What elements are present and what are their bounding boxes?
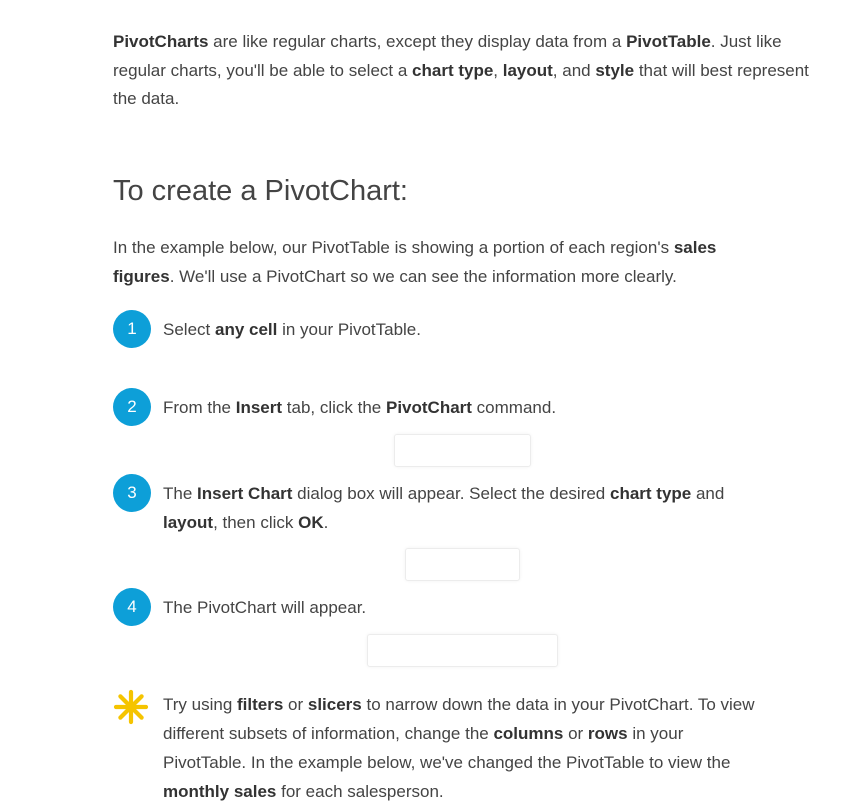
- term-pivottable: PivotTable: [626, 32, 711, 51]
- term-pivotcharts: PivotCharts: [113, 32, 209, 51]
- step-4-image[interactable]: [367, 634, 558, 667]
- step-4-text: The PivotChart will appear.: [163, 598, 367, 617]
- step-2-image[interactable]: [394, 434, 531, 467]
- step-1-text: Select any cell in your PivotTable.: [163, 320, 421, 339]
- intro-paragraph: PivotCharts are like regular charts, except they display data from a PivotTable. Just like regular charts, you'll be able to select a chart type, layout, and style that will best represent the data.: [113, 32, 809, 108]
- step-2-text: From the Insert tab, click the PivotChart command.: [163, 398, 557, 417]
- term-chart-type: chart type: [412, 60, 494, 80]
- step-2-badge: 2: [113, 388, 151, 426]
- lead-paragraph: In the example below, our PivotTable is showing a portion of each region's sales figures. We'll use a PivotChart so we can see the information more clearly.: [113, 238, 717, 286]
- step-4-badge: 4: [113, 588, 151, 626]
- step-3-image[interactable]: [405, 548, 520, 581]
- step-1-badge: 1: [113, 310, 151, 348]
- step-3-badge: 3: [113, 474, 151, 512]
- tip-text: Try using filters or slicers to narrow down the data in your PivotChart. To view different subsets of information, change the columns or rows in your PivotTable. In the example below, we've changed the PivotTable to view the monthly sales for each salesperson.: [163, 695, 755, 801]
- section-heading: To create a PivotChart:: [113, 175, 408, 207]
- term-sales-figures: sales figures: [113, 238, 717, 286]
- step-3-text: The Insert Chart dialog box will appear. Select the desired chart type and layout, then click OK.: [163, 484, 725, 532]
- asterisk-tip-icon: [112, 688, 150, 726]
- term-style: style: [595, 60, 635, 80]
- term-layout: layout: [502, 60, 553, 80]
